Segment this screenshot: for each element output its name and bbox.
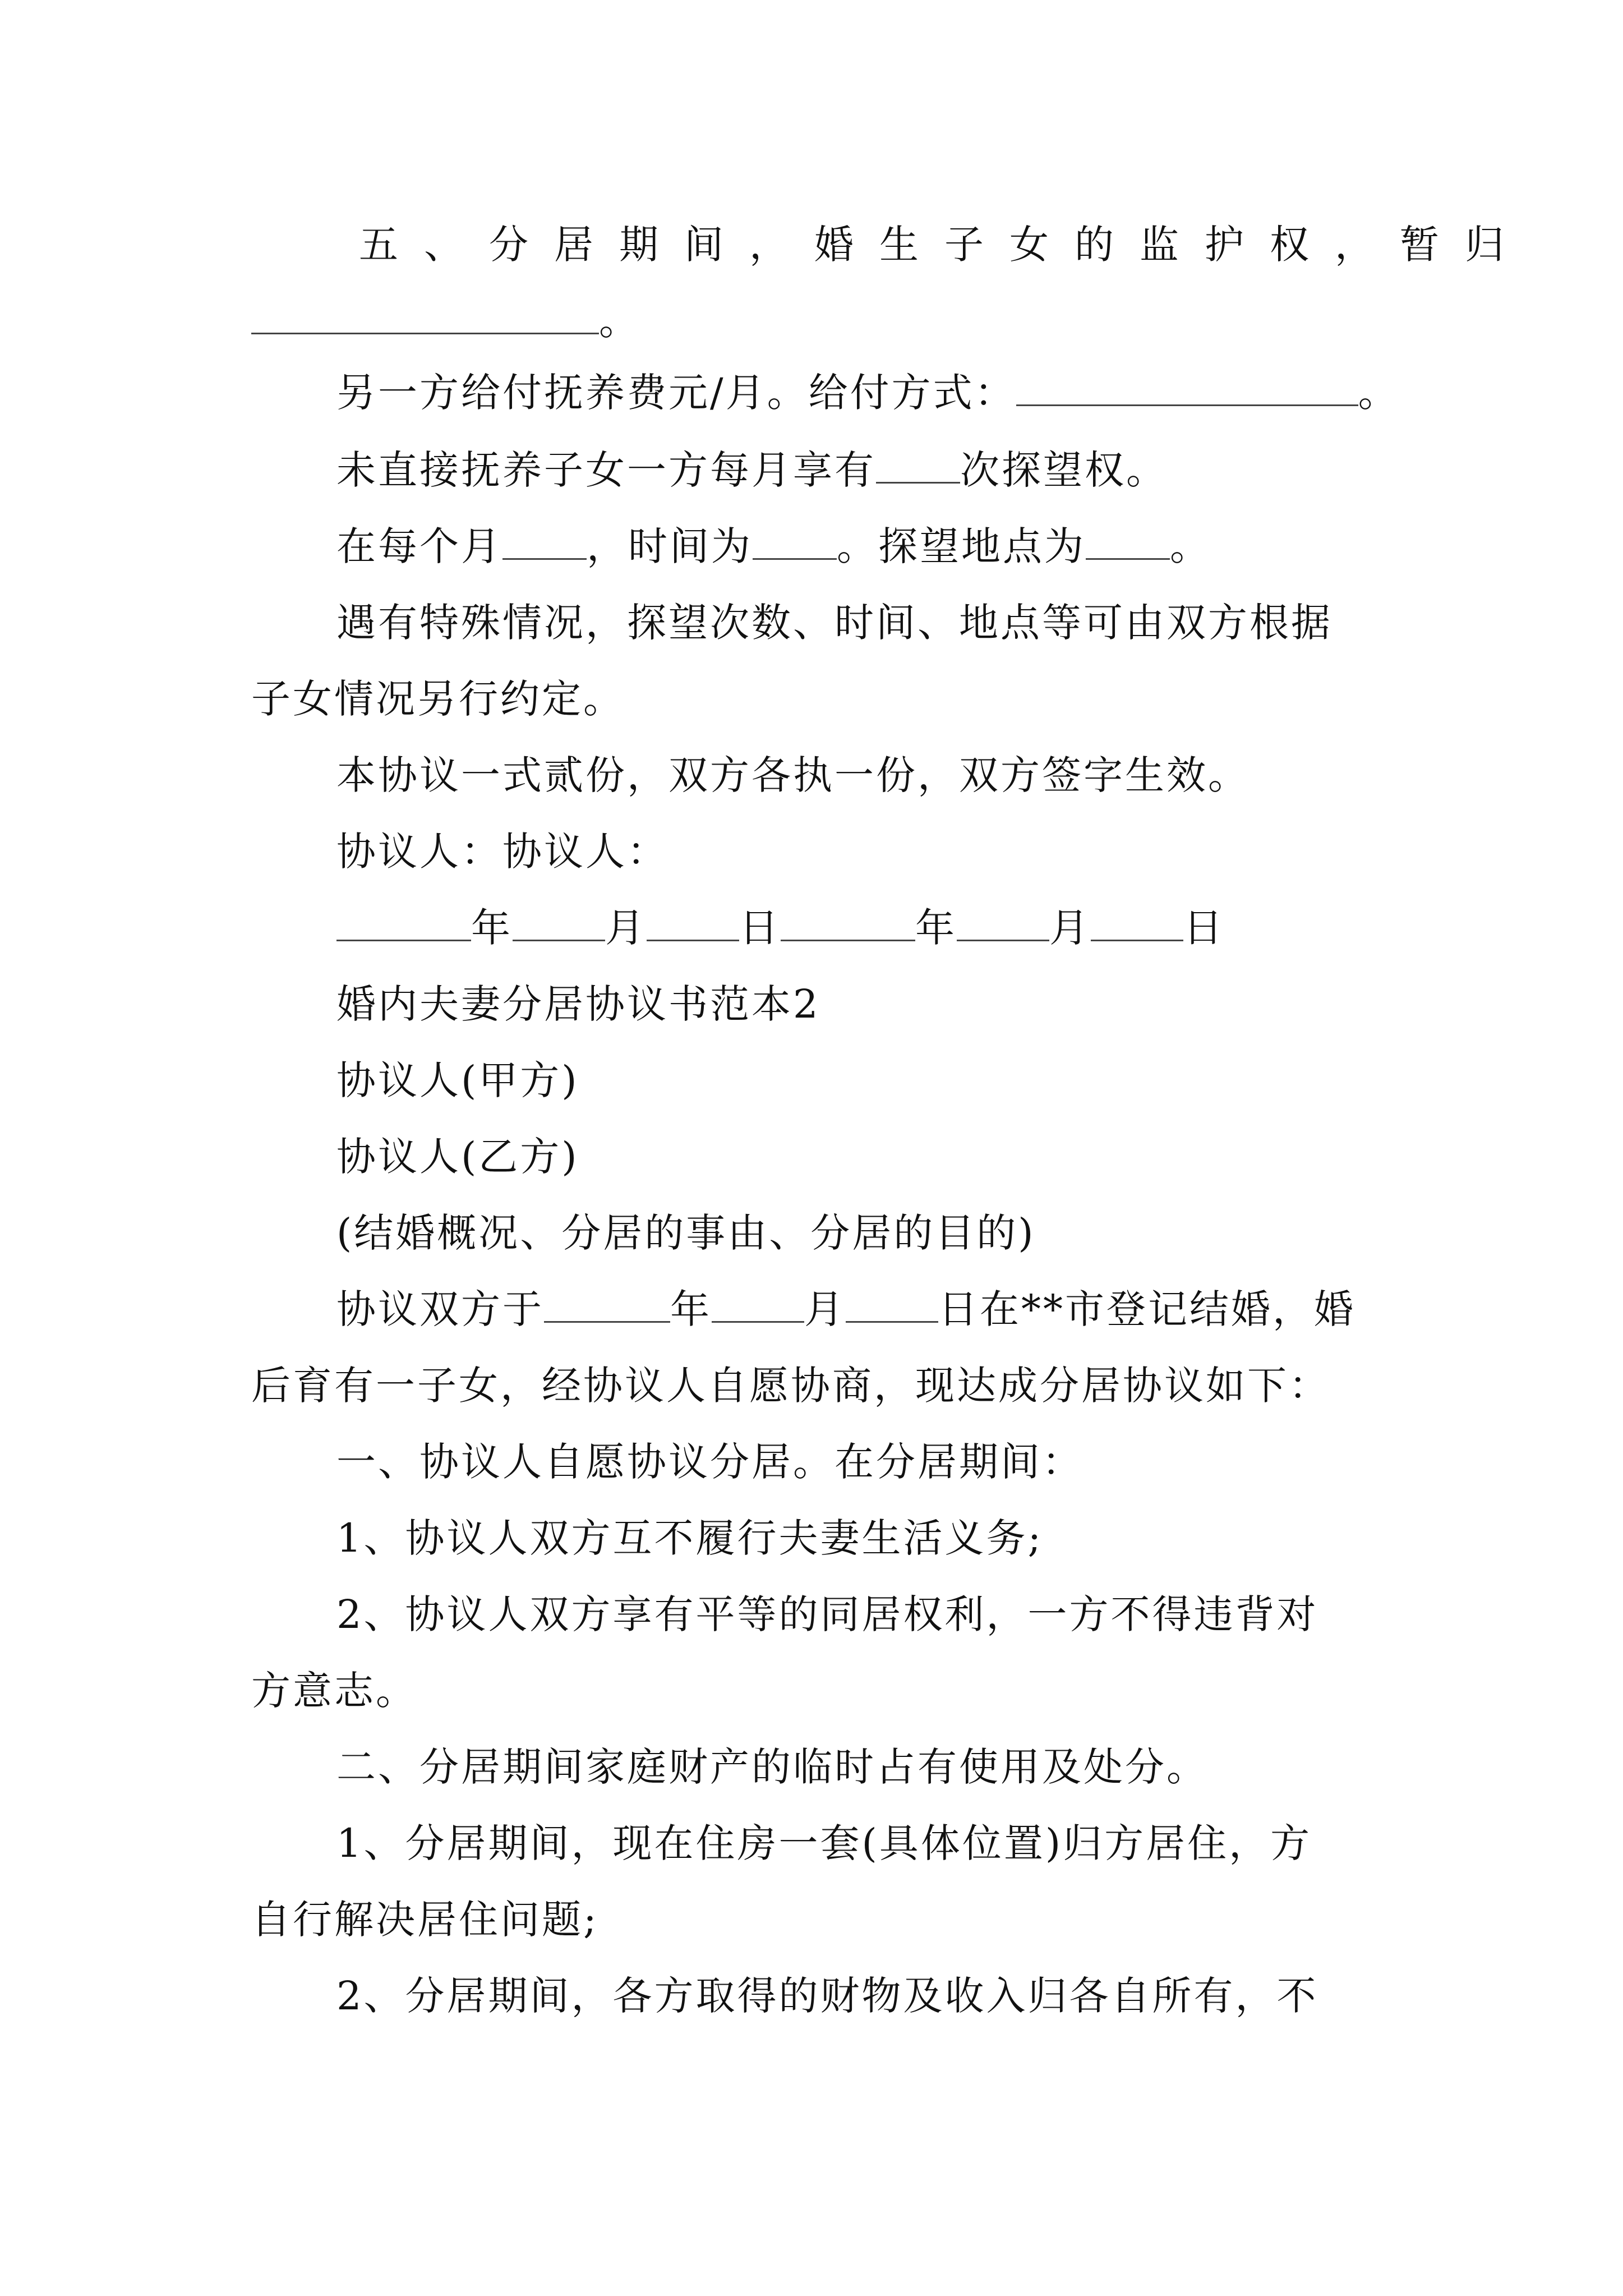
clause-1-2: 2、协议人双方享有平等的同居权利，一方不得违背对 <box>336 1591 1318 1637</box>
schedule-text: ，时间为 <box>587 523 753 569</box>
schedule-text: 。探望地点为 <box>837 523 1086 569</box>
fill-blank-year[interactable] <box>781 905 915 941</box>
fill-blank-day[interactable] <box>846 1286 938 1323</box>
date-label: 日 <box>739 905 781 951</box>
paragraph-visits <box>336 442 1168 498</box>
fill-blank[interactable] <box>753 523 837 560</box>
date-label: 年 <box>471 905 513 951</box>
party-b: 协议人(乙方) <box>336 1134 579 1180</box>
custody-blank-line <box>251 293 640 349</box>
date-label: 月 <box>1049 905 1091 951</box>
signature-dates <box>336 900 1225 956</box>
paragraph-special-cont: 子女情况另行约定。 <box>251 676 625 722</box>
paragraph-copies: 本协议一式贰份，双方各执一份，双方签字生效。 <box>336 752 1249 798</box>
clause-1: 一、协议人自愿协议分居。在分居期间： <box>336 1439 1083 1485</box>
paragraph-visit-schedule <box>336 518 1211 574</box>
marriage-text: 协议双方于 <box>336 1286 544 1332</box>
fill-blank[interactable] <box>1086 523 1170 560</box>
schedule-text: 在每个月 <box>336 523 502 569</box>
paragraph-marriage-cont: 后育有一子女，经协议人自愿协商，现达成分居协议如下： <box>251 1363 1330 1409</box>
party-a: 协议人(甲方) <box>336 1057 579 1103</box>
fill-blank-day[interactable] <box>647 905 739 941</box>
punctuation: 。 <box>1170 523 1211 569</box>
section-title: 婚内夫妻分居协议书范本2 <box>336 981 820 1027</box>
support-text: 另一方给付抚养费元/月。给付方式： <box>336 370 1016 416</box>
marriage-summary: (结婚概况、分居的事由、分居的目的) <box>336 1210 1036 1256</box>
fill-blank-year[interactable] <box>544 1286 670 1323</box>
punctuation: 。 <box>1358 370 1400 416</box>
fill-blank[interactable] <box>876 447 960 484</box>
clause-2-1-cont: 自行解决居住问题; <box>251 1897 599 1943</box>
visits-text: 次探望权。 <box>960 447 1168 493</box>
clause-1-1: 1、协议人双方互不履行夫妻生活义务; <box>336 1515 1044 1561</box>
fill-blank[interactable] <box>502 523 587 560</box>
paragraph-custody: 五、分居期间，婚生子女的监护权，暂归 <box>359 222 1530 268</box>
fill-blank-month[interactable] <box>712 1286 804 1323</box>
date-label: 年 <box>915 905 957 951</box>
date-label: 日 <box>1183 905 1225 951</box>
paragraph-support <box>336 365 1400 421</box>
punctuation: 。 <box>599 298 640 344</box>
fill-blank-month[interactable] <box>513 905 605 941</box>
fill-blank-day[interactable] <box>1091 905 1183 941</box>
marriage-text: 日在**市登记结婚，婚 <box>938 1286 1355 1332</box>
date-label: 月 <box>804 1286 846 1332</box>
clause-2-2: 2、分居期间，各方取得的财物及收入归各自所有，不 <box>336 1973 1318 2019</box>
fill-blank-month[interactable] <box>957 905 1049 941</box>
date-label: 月 <box>605 905 647 951</box>
paragraph-special: 遇有特殊情况，探望次数、时间、地点等可由双方根据 <box>336 600 1332 646</box>
fill-blank[interactable] <box>1016 370 1358 406</box>
clause-2-1: 1、分居期间，现在住房一套(具体位置)归方居住，方 <box>336 1820 1312 1866</box>
fill-blank-year[interactable] <box>336 905 471 941</box>
paragraph-marriage <box>336 1281 1355 1337</box>
fill-blank[interactable] <box>251 298 599 334</box>
signature-labels: 协议人：协议人： <box>336 829 668 875</box>
date-label: 年 <box>670 1286 712 1332</box>
clause-1-2-cont: 方意志。 <box>251 1668 417 1714</box>
clause-2: 二、分居期间家庭财产的临时占有使用及处分。 <box>336 1744 1208 1790</box>
visits-text: 未直接抚养子女一方每月享有 <box>336 447 876 493</box>
